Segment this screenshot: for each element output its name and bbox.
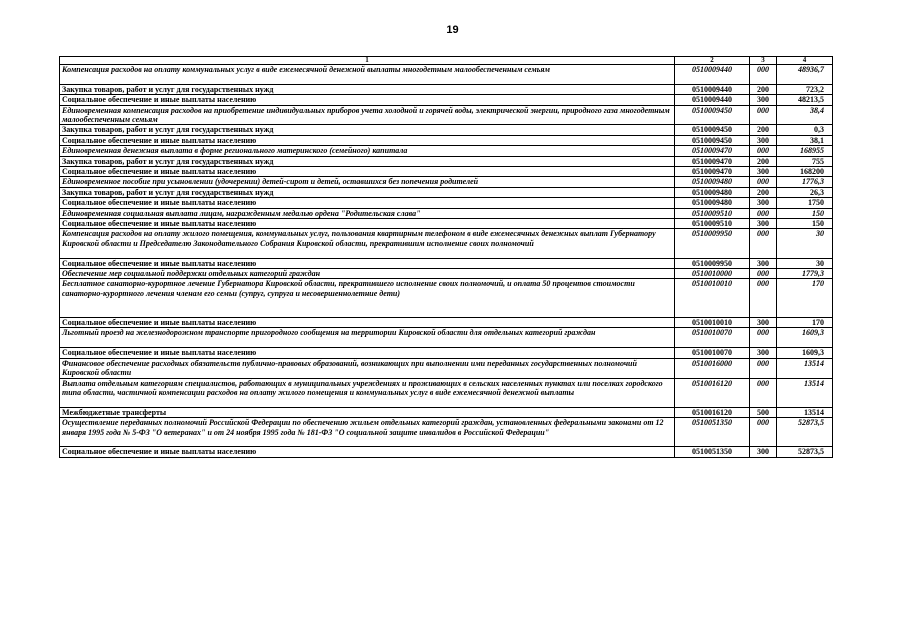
table-row (60, 105, 833, 125)
row-csr-code: 0510009450 (675, 125, 750, 135)
row-name: Осуществление переданных полномочий Российской Федерации по обеспечению жильем отдельных категорий граждан, установленных федеральными законами от 12 января 1995 года № 5-ФЗ "О ветеранах" и от 24 ноября 1995 года № 181-ФЗ "О социальной защите инвалидов в Российской Федерации" (60, 418, 675, 447)
row-csr-code: 0510009480 (675, 187, 750, 197)
row-sum: 168955 (777, 146, 833, 156)
row-csr-code: 0510009510 (675, 219, 750, 229)
row-vr-code: 000 (750, 146, 777, 156)
row-vr-code: 000 (750, 378, 777, 407)
row-csr-code: 0510009440 (675, 84, 750, 94)
row-sum: 38,1 (777, 135, 833, 145)
table-row (60, 135, 833, 145)
row-sum: 1776,3 (777, 177, 833, 187)
table-body (60, 65, 833, 458)
row-csr-code: 0510009450 (675, 135, 750, 145)
row-name: Закупка товаров, работ и услуг для государственных нужд (60, 84, 675, 94)
row-csr-code: 0510009950 (675, 258, 750, 268)
row-sum: 26,3 (777, 187, 833, 197)
row-name: Выплата отдельным категориям специалистов, работающих в муниципальных учреждениях и проживающих в сельских населенных пунктах или поселках городского типа области, частичной компенсации расходов на оплату жилого помещения и коммунальных услуг в виде ежемесячной денежной выплаты (60, 378, 675, 407)
row-sum: 48936,7 (777, 65, 833, 85)
table-row (60, 187, 833, 197)
row-vr-code: 000 (750, 105, 777, 125)
row-csr-code: 0510016120 (675, 378, 750, 407)
row-sum: 170 (777, 318, 833, 328)
row-sum: 150 (777, 208, 833, 218)
row-sum: 170 (777, 279, 833, 318)
page-number: 19 (446, 24, 459, 36)
row-sum: 168200 (777, 167, 833, 177)
row-vr-code: 000 (750, 328, 777, 348)
row-name: Закупка товаров, работ и услуг для государственных нужд (60, 187, 675, 197)
row-vr-code: 300 (750, 348, 777, 358)
table-row (60, 95, 833, 105)
row-vr-code: 200 (750, 125, 777, 135)
table-row (60, 84, 833, 94)
row-vr-code: 300 (750, 258, 777, 268)
table-row (60, 318, 833, 328)
row-vr-code: 000 (750, 177, 777, 187)
row-vr-code: 300 (750, 135, 777, 145)
row-sum: 38,4 (777, 105, 833, 125)
row-vr-code: 000 (750, 418, 777, 447)
row-csr-code: 0510009450 (675, 105, 750, 125)
table-row (60, 279, 833, 318)
row-vr-code: 300 (750, 318, 777, 328)
row-name: Единовременная денежная выплата в форме регионального материнского (семейного) капитала (60, 146, 675, 156)
header-col-1: 1 (60, 57, 675, 65)
row-sum: 1750 (777, 198, 833, 208)
row-sum: 52873,5 (777, 418, 833, 447)
row-vr-code: 200 (750, 84, 777, 94)
row-csr-code: 0510016000 (675, 358, 750, 378)
table-row (60, 198, 833, 208)
row-vr-code: 500 (750, 407, 777, 417)
row-vr-code: 000 (750, 65, 777, 85)
row-csr-code: 0510009950 (675, 229, 750, 258)
row-sum: 1779,3 (777, 269, 833, 279)
row-name: Льготный проезд на железнодорожном транспорте пригородного сообщения на территории Кировской области для отдельных категорий граждан (60, 328, 675, 348)
row-name: Социальное обеспечение и иные выплаты населению (60, 219, 675, 229)
row-sum: 755 (777, 156, 833, 166)
row-name: Компенсация расходов на оплату коммунальных услуг в виде ежемесячной денежной выплаты многодетным малообеспеченным семьям (60, 65, 675, 85)
row-vr-code: 300 (750, 95, 777, 105)
row-sum: 723,2 (777, 84, 833, 94)
header-row (60, 57, 833, 65)
table-row (60, 407, 833, 417)
row-vr-code: 200 (750, 187, 777, 197)
table-row (60, 378, 833, 407)
table-row (60, 447, 833, 457)
table-row (60, 328, 833, 348)
row-name: Социальное обеспечение и иные выплаты населению (60, 135, 675, 145)
row-vr-code: 000 (750, 279, 777, 318)
header-col-3: 3 (750, 57, 777, 65)
row-name: Социальное обеспечение и иные выплаты населению (60, 348, 675, 358)
row-name: Бесплатное санаторно-курортное лечение Губернатора Кировской области, прекратившего исполнение своих полномочий, и оплата 50 процентов стоимости санаторно-курортного лечения членам его семьи (супруг, супруга и несовершеннолетние дети) (60, 279, 675, 318)
row-name: Обеспечение мер социальной поддержки отдельных категорий граждан (60, 269, 675, 279)
table-row (60, 177, 833, 187)
row-csr-code: 0510009440 (675, 95, 750, 105)
table-row (60, 125, 833, 135)
table-row (60, 219, 833, 229)
row-vr-code: 000 (750, 358, 777, 378)
header-col-4: 4 (777, 57, 833, 65)
row-sum: 13514 (777, 407, 833, 417)
row-sum: 13514 (777, 378, 833, 407)
row-vr-code: 000 (750, 229, 777, 258)
row-name: Единовременное пособие при усыновлении (удочерении) детей-сирот и детей, оставшихся без попечения родителей (60, 177, 675, 187)
row-name: Межбюджетные трансферты (60, 407, 675, 417)
row-sum: 30 (777, 258, 833, 268)
table-row (60, 208, 833, 218)
row-csr-code: 0510010070 (675, 328, 750, 348)
row-vr-code: 000 (750, 208, 777, 218)
row-sum: 52873,5 (777, 447, 833, 457)
row-csr-code: 0510051350 (675, 447, 750, 457)
row-vr-code: 300 (750, 198, 777, 208)
table-row (60, 358, 833, 378)
row-csr-code: 0510016120 (675, 407, 750, 417)
row-name: Социальное обеспечение и иные выплаты населению (60, 198, 675, 208)
row-csr-code: 0510009480 (675, 177, 750, 187)
table-row (60, 348, 833, 358)
row-vr-code: 200 (750, 156, 777, 166)
row-name: Социальное обеспечение и иные выплаты населению (60, 167, 675, 177)
budget-table (59, 56, 833, 458)
row-vr-code: 300 (750, 167, 777, 177)
row-csr-code: 0510009470 (675, 156, 750, 166)
table-row (60, 156, 833, 166)
row-csr-code: 0510010010 (675, 279, 750, 318)
row-csr-code: 0510051350 (675, 418, 750, 447)
row-name: Закупка товаров, работ и услуг для государственных нужд (60, 156, 675, 166)
row-sum: 48213,5 (777, 95, 833, 105)
row-name: Социальное обеспечение и иные выплаты населению (60, 95, 675, 105)
header-col-2: 2 (675, 57, 750, 65)
table-row (60, 167, 833, 177)
row-vr-code: 300 (750, 219, 777, 229)
row-name: Социальное обеспечение и иные выплаты населению (60, 258, 675, 268)
row-sum: 13514 (777, 358, 833, 378)
row-csr-code: 0510010070 (675, 348, 750, 358)
row-sum: 150 (777, 219, 833, 229)
row-sum: 1609,3 (777, 328, 833, 348)
row-name: Финансовое обеспечение расходных обязательств публично-правовых образований, возникающих при выполнении ими переданных государственных полномочий Кировской области (60, 358, 675, 378)
row-csr-code: 0510009440 (675, 65, 750, 85)
row-vr-code: 000 (750, 269, 777, 279)
table-row (60, 65, 833, 85)
row-sum: 30 (777, 229, 833, 258)
table-row (60, 258, 833, 268)
row-sum: 1609,3 (777, 348, 833, 358)
row-name: Единовременная компенсация расходов на приобретение индивидуальных приборов учета холодной и горячей воды, электрической энергии, природного газа многодетным малообеспеченным семьям (60, 105, 675, 125)
table-row (60, 146, 833, 156)
row-name: Компенсация расходов на оплату жилого помещения, коммунальных услуг, пользования квартирным телефоном в виде ежемесячных денежных выплат Губернатору Кировской области и Председателю Законодательного Собрания Кировской области, прекратившим исполнение своих полномочий (60, 229, 675, 258)
table-row (60, 229, 833, 258)
row-csr-code: 0510009470 (675, 167, 750, 177)
table-row (60, 269, 833, 279)
row-csr-code: 0510009470 (675, 146, 750, 156)
row-name: Социальное обеспечение и иные выплаты населению (60, 318, 675, 328)
row-sum: 0,3 (777, 125, 833, 135)
row-csr-code: 0510010010 (675, 318, 750, 328)
row-name: Закупка товаров, работ и услуг для государственных нужд (60, 125, 675, 135)
row-vr-code: 300 (750, 447, 777, 457)
row-csr-code: 0510010000 (675, 269, 750, 279)
row-csr-code: 0510009480 (675, 198, 750, 208)
row-csr-code: 0510009510 (675, 208, 750, 218)
table-row (60, 418, 833, 447)
row-name: Единовременная социальная выплата лицам, награжденным медалью ордена "Родительская слава" (60, 208, 675, 218)
row-name: Социальное обеспечение и иные выплаты населению (60, 447, 675, 457)
